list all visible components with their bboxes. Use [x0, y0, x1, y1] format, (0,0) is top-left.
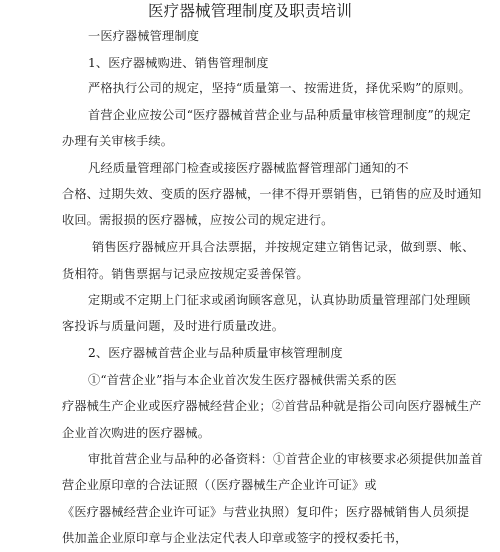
- subsection-heading: 1、医疗器械购进、销售管理制度: [88, 56, 269, 70]
- paragraph-line: 凡经质量管理部门检查或接医疗器械监督管理部门通知的不: [88, 161, 409, 175]
- paragraph-line: 办理有关审核手续。: [62, 134, 174, 148]
- paragraph-line: 疗器械生产企业或医疗器械经营企业；②首营品种就是指公司向医疗器械生产: [62, 399, 482, 413]
- document-title: 医疗器械管理制度及职责培训: [147, 2, 353, 20]
- paragraph-line: 企业首次购进的医疗器械。: [62, 426, 211, 440]
- paragraph-line: 营企业原印章的合法证照（（医疗器械生产企业许可证》或: [62, 478, 377, 492]
- section-heading: 一医疗器械管理制度: [88, 29, 200, 43]
- paragraph-line: 销售医疗器械应开具合法票据，并按规定建立销售记录，做到票、帐、: [92, 240, 475, 254]
- paragraph-line: 供加盖企业原印章与企业法定代表人印章或签字的授权委托书，: [62, 531, 408, 545]
- paragraph-line: 严格执行公司的规定，坚持“质量第一、按需进货，择优采购”的原则。: [88, 81, 471, 95]
- paragraph-line: 合格、过期失效、变质的医疗器械，一律不得开票销售，已销售的应及时通知: [62, 187, 482, 201]
- paragraph-line: ①“首营企业”指与本企业首次发生医疗器械供需关系的医: [88, 373, 397, 387]
- subsection-heading: 2、医疗器械首营企业与品种质量审核管理制度: [88, 346, 343, 360]
- paragraph-line: 审批首营企业与品种的必备资料：①首营企业的审核要求必须提供加盖首: [88, 452, 483, 466]
- paragraph-line: 货相符。销售票据与记录应按规定妥善保管。: [62, 267, 309, 281]
- paragraph-line: 《医疗器械经营企业许可证》与营业执照）复印件；医疗器械销售人员须提: [62, 505, 470, 519]
- paragraph-line: 定期或不定期上门征求或函询顾客意见，认真协助质量管理部门处理顾: [88, 293, 471, 307]
- paragraph-line: 收回。需报损的医疗器械，应按公司的规定进行。: [62, 213, 334, 227]
- paragraph-line: 首营企业应按公司“医疗器械首营企业与品种质量审核管理制度”的规定: [88, 108, 471, 122]
- paragraph-line: 客投诉与质量问题，及时进行质量改进。: [62, 319, 285, 333]
